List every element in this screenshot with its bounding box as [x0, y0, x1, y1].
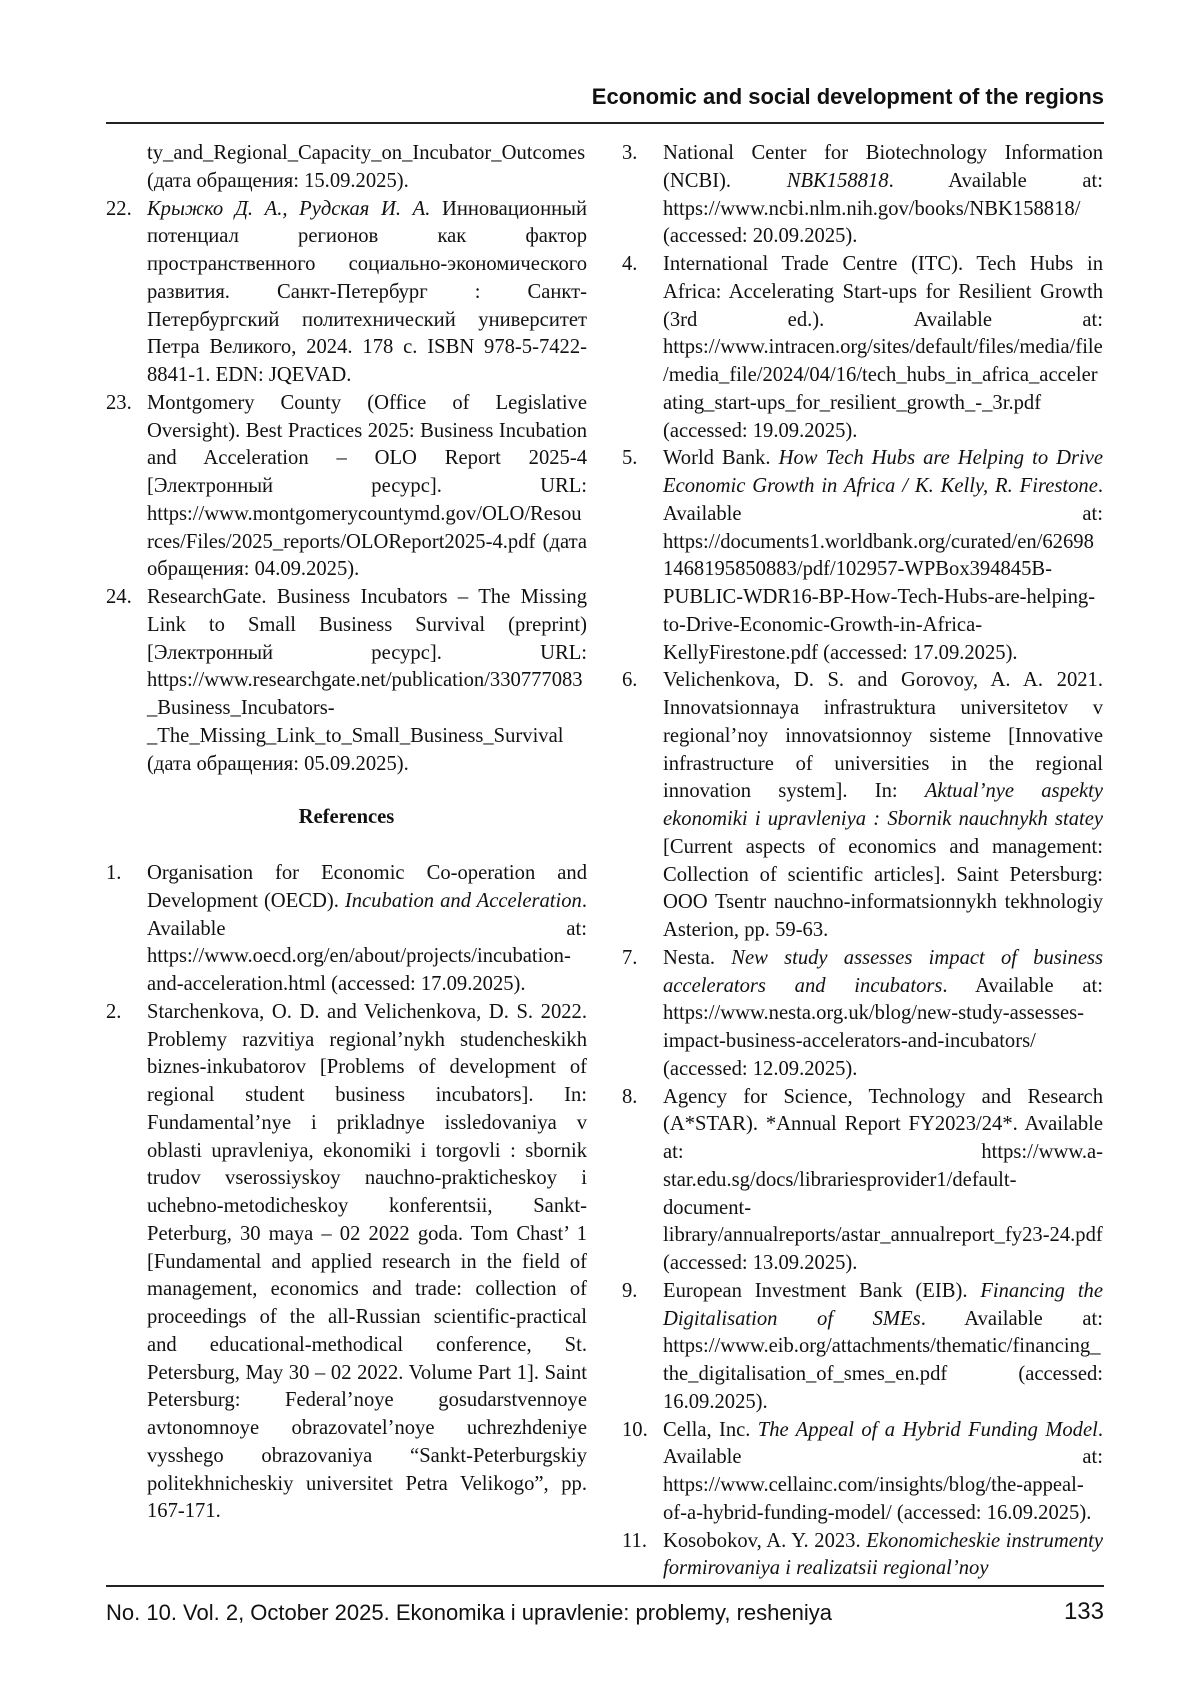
reference-number: 24.: [106, 584, 147, 778]
reference-text-segment: World Bank.: [663, 447, 779, 469]
reference-entry: [106, 860, 587, 999]
reference-entry: [106, 390, 587, 584]
reference-text-segment: European Investment Bank (EIB).: [663, 1280, 980, 1302]
reference-text-segment: ResearchGate. Business Incubators – The Missing Link to Small Business Survival (preprint) [Электронный ресурс]. URL: https://www.researchgate.net/publication/330777083_Business_Incubators-_The_Missing_Link_to_Small_Business_Survival (дата обращения: 05.09.2025).: [147, 586, 587, 775]
reference-title-italic: Ekonomicheskie instrumenty formirovaniya i realizatsii regional’noy: [663, 1530, 1103, 1580]
reference-number: 4.: [622, 251, 663, 445]
reference-text-segment: Nesta.: [663, 947, 731, 969]
continued-reference: [106, 140, 587, 196]
reference-text-segment: . Available at: https://www.ncbi.nlm.nih.gov/books/NBK158818/ (accessed: 20.09.2025).: [663, 170, 1103, 248]
reference-text-segment: Cella, Inc.: [663, 1419, 758, 1441]
reference-text-segment: Kosobokov, A. Y. 2023.: [663, 1530, 866, 1552]
reference-number: 7.: [622, 945, 663, 1084]
reference-text: [147, 196, 587, 390]
reference-entry: [622, 1528, 1103, 1584]
references-list-continued: [622, 140, 1103, 1583]
reference-text: [147, 584, 587, 778]
source-list: [106, 196, 587, 779]
reference-text-segment: Agency for Science, Technology and Research (A*STAR). *Annual Report FY2023/24*. Available at: https://www.a-star.edu.sg/docs/librariesprovider1/default-document-library/annualreports/astar_annualreport_fy23-24.pdf (accessed: 13.09.2025).: [663, 1086, 1103, 1275]
reference-text: [663, 445, 1103, 667]
reference-title-italic: New study assesses impact of business accelerators and incubators: [663, 947, 1103, 997]
reference-text: [663, 1278, 1103, 1417]
references-list: [106, 860, 587, 1526]
reference-entry: [622, 140, 1103, 251]
reference-text-segment: National Center for Biotechnology Information (NCBI).: [663, 142, 1103, 192]
reference-text-segment: . Available at: https://www.cellainc.com/insights/blog/the-appeal-of-a-hybrid-funding-model/ (accessed: 16.09.2025).: [663, 1419, 1103, 1524]
reference-title-italic: Крыжко Д. А., Рудская И. А.: [147, 198, 430, 220]
reference-text-segment: Velichenkova, D. S. and Gorovoy, A. A. 2021. Innovatsionnaya infrastruktura universitetov v regional’noy innovatsionnoy sisteme [Innovative infrastructure of universities in the regional innovation system]. In:: [663, 669, 1103, 802]
reference-entry: [622, 667, 1103, 945]
reference-number: 5.: [622, 445, 663, 667]
reference-text: [147, 140, 587, 196]
reference-text: [147, 999, 587, 1526]
reference-number: 3.: [622, 140, 663, 251]
reference-text-segment: . Available at: https://www.oecd.org/en/about/projects/incubation-and-acceleration.html (accessed: 17.09.2025).: [147, 890, 587, 995]
reference-number: 9.: [622, 1278, 663, 1417]
reference-entry: [106, 196, 587, 390]
left-column: [106, 140, 587, 1526]
reference-number: 1.: [106, 860, 147, 999]
reference-text: [663, 1417, 1103, 1528]
reference-text: [147, 860, 587, 999]
reference-text: [663, 945, 1103, 1084]
reference-title-italic: How Tech Hubs are Helping to Drive Economic Growth in Africa / K. Kelly, R. Firestone: [663, 447, 1103, 497]
reference-title-italic: Financing the Digitalisation of SMEs: [663, 1280, 1103, 1330]
running-header-title: Economic and social development of the regions: [592, 84, 1104, 110]
reference-text-segment: Montgomery County (Office of Legislative Oversight). Best Practices 2025: Business Incubation and Acceleration – OLO Report 2025-4 [Электронный ресурс]. URL: https://www.montgomerycountymd.gov/OLO/Resources/Files/2025_reports/OLOReport2025-4.pdf (дата обращения: 04.09.2025).: [147, 392, 587, 581]
reference-entry: [622, 1278, 1103, 1417]
reference-number: 2.: [106, 999, 147, 1526]
reference-entry: [622, 251, 1103, 445]
reference-text-segment: ty_and_Regional_Capacity_on_Incubator_Outcomes (дата обращения: 15.09.2025).: [147, 142, 585, 192]
reference-text-segment: International Trade Centre (ITC). Tech Hubs in Africa: Accelerating Start-ups for Resilient Growth (3rd ed.). Available at: https://www.intracen.org/sites/default/files/media/file/media_file/2024/04/16/tech_hubs_in_africa_accelerating_start-ups_for_resilient_growth_-_3r.pdf (accessed: 19.09.2025).: [663, 253, 1103, 442]
footer-rule: [106, 1585, 1104, 1587]
reference-entry: [106, 584, 587, 778]
reference-text-segment: Starchenkova, O. D. and Velichenkova, D. S. 2022. Problemy razvitiya regional’nykh studencheskikh biznes-inkubatorov [Problems of development of regional student business incubators]. In: Fundamental’nye i prikladnye issledovaniya v oblasti upravleniya, ekonomiki i torgovli : sbornik trudov vserossiyskoy nauchno-prakticheskoy i uchebno-metodicheskoy konferentsii, Sankt-Peterburg, 30 maya – 02 2022 goda. Tom Chast’ 1 [Fundamental and applied research in the field of management, economics and trade: collection of proceedings of the all-Russian scientific-practical and educational-methodical conference, St. Petersburg, May 30 – 02 2022. Volume Part 1]. Saint Petersburg: Federal’noye gosudarstvennoye avtonomnoye obrazovatel’noye uchrezhdeniye vysshego obrazovaniya “Sankt-Peterburgskiy politekhnicheskiy universitet Petra Velikogo”, pp. 167-171.: [147, 1001, 587, 1523]
reference-text-segment: . Available at: https://www.eib.org/attachments/thematic/financing_the_digitalisation_of_smes_en.pdf (accessed: 16.09.2025).: [663, 1308, 1103, 1413]
reference-number: 8.: [622, 1084, 663, 1278]
reference-title-italic: The Appeal of a Hybrid Funding Model: [758, 1419, 1098, 1441]
references-heading: References: [106, 804, 587, 832]
page-number: 133: [1064, 1598, 1104, 1626]
reference-title-italic: Incubation and Acceleration: [345, 890, 582, 912]
reference-text-segment: Инновационный потенциал регионов как фактор пространственного социально-экономического развития. Санкт-Петербург : Санкт-Петербургский политехнический университет Петра Великого, 2024. 178 с. ISBN 978-5-7422-8841-1. EDN: JQEVAD.: [147, 198, 587, 387]
reference-text-segment: . Available at: https://www.nesta.org.uk/blog/new-study-assesses-impact-business-accelerators-and-incubators/ (accessed: 12.09.2025).: [663, 975, 1103, 1080]
reference-entry: [622, 1417, 1103, 1528]
footer-journal-info: No. 10. Vol. 2, October 2025. Ekonomika i upravlenie: problemy, resheniya: [106, 1600, 832, 1626]
reference-entry: [622, 1084, 1103, 1278]
reference-entry: [622, 445, 1103, 667]
reference-entry: [106, 999, 587, 1526]
reference-text: [147, 390, 587, 584]
reference-number: 23.: [106, 390, 147, 584]
right-column: [622, 140, 1103, 1583]
reference-text-segment: . Available at: https://documents1.worldbank.org/curated/en/626981468195850883/pdf/102957-WPBox394845B-PUBLIC-WDR16-BP-How-Tech-Hubs-are-helping-to-Drive-Economic-Growth-in-Africa-KellyFirestone.pdf (accessed: 17.09.2025).: [663, 475, 1103, 664]
header-rule: [106, 122, 1104, 124]
reference-number: 11.: [622, 1528, 663, 1584]
reference-number: 10.: [622, 1417, 663, 1528]
reference-text: [663, 140, 1103, 251]
reference-number: 22.: [106, 196, 147, 390]
reference-title-italic: Aktual’nye aspekty ekonomiki i upravleniya : Sbornik nauchnykh statey: [663, 780, 1103, 830]
reference-text: [663, 251, 1103, 445]
reference-entry: [106, 140, 587, 196]
reference-text-segment: [Current aspects of economics and management: Collection of scientific articles]. Saint Petersburg: OOO Tsentr nauchno-informatsionnykh tekhnologiy Asterion, pp. 59-63.: [663, 836, 1103, 941]
reference-entry: [622, 945, 1103, 1084]
reference-title-italic: NBK158818: [787, 170, 889, 192]
reference-text: [663, 1528, 1103, 1584]
reference-number: 6.: [622, 667, 663, 945]
reference-text: [663, 1084, 1103, 1278]
reference-text: [663, 667, 1103, 945]
reference-text-segment: Organisation for Economic Co-operation and Development (OECD).: [147, 862, 587, 912]
